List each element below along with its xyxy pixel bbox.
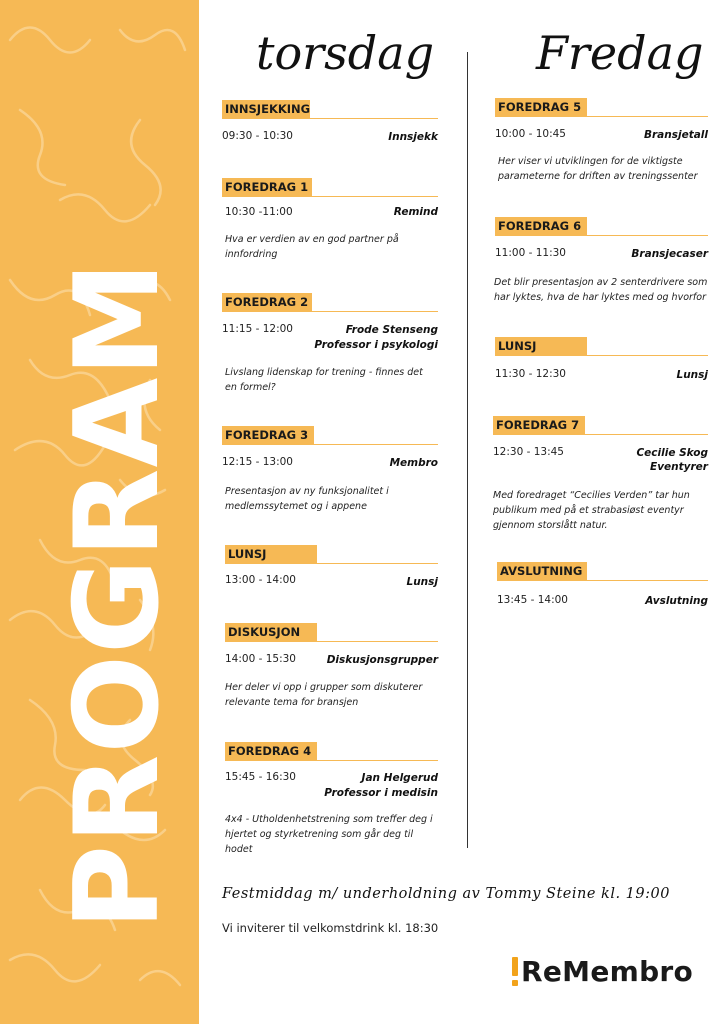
session-divider	[222, 196, 438, 197]
session-description: Livslang lidenskap for trening - finnes det en formel?	[225, 367, 423, 393]
session-description: Med foredraget “Cecilies Verden” tar hun publikum med på et strabasiøst eventyr gjennom storslått natur.	[493, 490, 690, 531]
session-title: Membro	[389, 457, 438, 469]
session-foredrag-1	[222, 178, 438, 268]
session-time: 09:30 - 10:30	[222, 130, 293, 142]
session-foredrag-7	[493, 416, 708, 536]
session-time: 15:45 - 16:30	[225, 771, 296, 783]
session-title: Innsjekk	[388, 131, 438, 143]
session-foredrag-3	[222, 426, 438, 521]
session-label: LUNSJ	[495, 337, 587, 355]
session-divider	[495, 116, 708, 117]
session-description: Hva er verdien av en god partner på innfordring	[225, 234, 399, 260]
session-label: FOREDRAG 2	[222, 293, 312, 311]
session-title: Bransjetall	[643, 129, 708, 141]
session-divider	[495, 355, 708, 356]
session-label: DISKUSJON	[225, 623, 317, 641]
dinner-announcement: Festmiddag m/ underholdning av Tommy Steine kl. 19:00	[222, 886, 670, 902]
session-time: 13:45 - 14:00	[497, 594, 568, 606]
session-foredrag-2	[222, 293, 438, 403]
session-description: Presentasjon av ny funksjonalitet i medlemssytemet og i appene	[225, 486, 389, 512]
friday-title: Fredag	[536, 26, 704, 80]
session-label: FOREDRAG 4	[225, 742, 317, 760]
session-label: INNSJEKKING	[222, 100, 310, 118]
sidebar	[0, 0, 199, 1024]
session-divider	[493, 434, 708, 435]
session-time: 14:00 - 15:30	[225, 653, 296, 665]
session-title: Frode Stenseng	[345, 324, 438, 336]
session-label: FOREDRAG 7	[493, 416, 585, 434]
session-description: 4x4 - Utholdenhetstrening som treffer deg i hjertet og styrketrening som går deg til hodet	[225, 814, 433, 855]
session-time: 11:15 - 12:00	[222, 323, 293, 335]
column-divider	[467, 52, 468, 848]
logo-text: ReMembro	[521, 954, 694, 988]
session-divider	[495, 235, 708, 236]
session-time: 13:00 - 14:00	[225, 574, 296, 586]
session-divider	[222, 311, 438, 312]
session-foredrag-4	[225, 742, 438, 862]
session-subtitle: Professor i psykologi	[314, 339, 438, 351]
session-description: Her deler vi opp i grupper som diskuterer relevante tema for bransjen	[225, 682, 423, 708]
session-title: Cecilie Skog	[636, 447, 708, 459]
session-time: 11:30 - 12:30	[495, 368, 566, 380]
session-title: Jan Helgerud	[361, 772, 438, 784]
session-diskusjon	[225, 623, 438, 715]
remembro-logo	[512, 954, 693, 988]
session-title: Bransjecaser	[631, 248, 708, 260]
session-title: Lunsj	[406, 576, 438, 588]
session-label: FOREDRAG 3	[222, 426, 314, 444]
session-title: Remind	[393, 206, 438, 218]
session-time: 10:30 -11:00	[225, 206, 293, 218]
session-divider	[225, 563, 438, 564]
session-divider	[225, 641, 438, 642]
thursday-title: torsdag	[256, 26, 435, 80]
session-innsjekking	[222, 100, 438, 150]
session-divider	[225, 760, 438, 761]
exclamation-mark-icon	[512, 957, 518, 985]
session-title: Diskusjonsgrupper	[326, 654, 438, 666]
program-heading: PROGRAM	[50, 260, 185, 930]
session-description: Her viser vi utviklingen for de viktigste parameterne for driften av treningssenter	[498, 156, 698, 182]
session-time: 11:00 - 11:30	[495, 247, 566, 259]
session-divider	[497, 580, 708, 581]
session-title: Lunsj	[676, 369, 708, 381]
session-label: LUNSJ	[225, 545, 317, 563]
session-time: 12:15 - 13:00	[222, 456, 293, 468]
session-time: 10:00 - 10:45	[495, 128, 566, 140]
session-divider	[222, 444, 438, 445]
session-label: FOREDRAG 5	[495, 98, 587, 116]
welcome-drink-text: Vi inviterer til velkomstdrink kl. 18:30	[222, 921, 439, 935]
session-subtitle: Professor i medisin	[324, 787, 438, 799]
session-subtitle: Eventyrer	[650, 461, 708, 473]
session-lunsj	[225, 545, 438, 595]
session-avslutning	[497, 562, 708, 612]
session-description: Det blir presentasjon av 2 senterdrivere som har lyktes, hva de har lyktes med og hvorfor	[494, 277, 708, 303]
session-time: 12:30 - 13:45	[493, 446, 564, 458]
session-label: FOREDRAG 1	[222, 178, 312, 196]
session-title: Avslutning	[645, 595, 708, 607]
session-label: AVSLUTNING	[497, 562, 587, 580]
session-foredrag-5	[495, 98, 708, 188]
session-lunsj-friday	[495, 337, 708, 387]
session-label: FOREDRAG 6	[495, 217, 587, 235]
session-foredrag-6	[495, 217, 708, 307]
session-divider	[222, 118, 438, 119]
